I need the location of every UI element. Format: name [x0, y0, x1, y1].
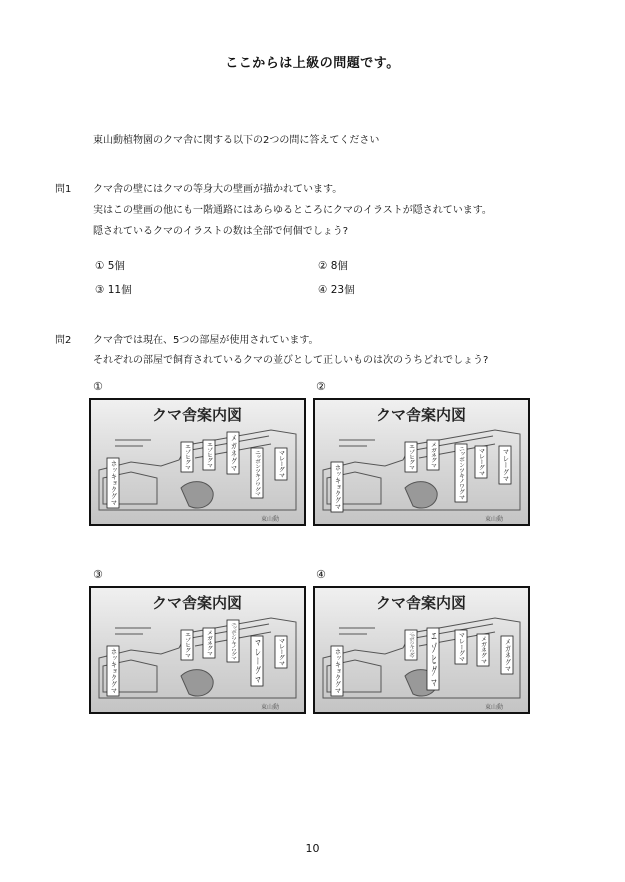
- bear-name-sign: [251, 448, 263, 510]
- svg-text:ニッポンツキノワグマ: ニッポンツキノワグマ: [457, 446, 465, 506]
- bear-name-sign: [181, 442, 193, 472]
- bear-name-sign: [275, 448, 287, 480]
- svg-text:マレーグマ: マレーグマ: [457, 632, 465, 662]
- svg-text:ニッポンツキノワグマ: ニッポンツキノワグマ: [407, 632, 415, 692]
- bear-name-sign: [499, 446, 511, 484]
- svg-text:メガネグマ: メガネグマ: [429, 442, 437, 472]
- svg-text:メガネグマ: メガネグマ: [205, 630, 213, 660]
- zoo-stamp: 東山動: [485, 516, 504, 523]
- svg-text:ニッポンツキノワグマ: ニッポンツキノワグマ: [253, 450, 261, 510]
- bear-name-sign: [405, 630, 417, 692]
- bear-name-sign: [227, 620, 239, 682]
- option-number: ④: [316, 568, 326, 581]
- building-outline: [323, 618, 520, 698]
- building-outline: [323, 430, 520, 510]
- svg-text:ニッポンツキノワグマ: ニッポンツキノワグマ: [229, 622, 237, 682]
- q1-line: 隠されているクマのイラストの数は全部で何個でしょう?: [93, 226, 349, 237]
- bear-name-sign: [331, 646, 343, 696]
- bear-name-sign: [203, 440, 215, 470]
- bear-map-option-2: [313, 398, 530, 526]
- svg-text:ホッキョクグマ: ホッキョクグマ: [333, 464, 341, 506]
- svg-text:マレーグマ: マレーグマ: [253, 638, 261, 668]
- q2-label: 問2: [55, 335, 72, 346]
- q1-line: 実はこの壁画の他にも一階通路にはあらゆるところにクマのイラストが隠されています。: [93, 205, 492, 216]
- svg-text:ホッキョクグマ: ホッキョクグマ: [333, 648, 341, 690]
- bear-name-sign: [181, 630, 193, 660]
- bear-name-sign: [331, 462, 343, 512]
- bear-name-sign: [227, 432, 239, 474]
- svg-text:ホッキョクグマ: ホッキョクグマ: [109, 460, 117, 502]
- svg-text:エゾヒグマ: エゾヒグマ: [183, 444, 191, 474]
- intro-text: 東山動植物園のクマ舎に関する以下の2つの問に答えてください: [93, 135, 380, 146]
- bear-map-option-3: [89, 586, 306, 714]
- q1-choice: ② 8個: [318, 260, 348, 272]
- bear-map-option-1: [89, 398, 306, 526]
- option-number: ①: [93, 380, 103, 393]
- svg-text:メガネグマ: メガネグマ: [503, 638, 511, 668]
- page-title: ここからは上級の問題です。: [225, 56, 400, 71]
- q1-label: 問1: [55, 184, 72, 195]
- bear-name-sign: [107, 458, 119, 508]
- q1-choice: ③ 11個: [95, 284, 132, 296]
- bear-name-sign: [405, 442, 417, 472]
- svg-text:ホッキョクグマ: ホッキョクグマ: [109, 648, 117, 690]
- svg-text:マレーグマ: マレーグマ: [277, 450, 285, 480]
- bear-name-sign: [455, 444, 467, 506]
- svg-text:エゾヒグマ: エゾヒグマ: [205, 442, 213, 472]
- building-outline: [99, 430, 296, 510]
- bear-name-sign: [275, 636, 287, 668]
- svg-text:エゾヒグマ: エゾヒグマ: [429, 630, 437, 660]
- bear-name-sign: [251, 636, 263, 686]
- q2-line: それぞれの部屋で飼育されているクマの並びとして正しいものは次のうちどれでしょう?: [93, 355, 489, 366]
- map-title: クマ舎案内図: [151, 594, 243, 612]
- q1-choice: ① 5個: [95, 260, 125, 272]
- bear-name-sign: [427, 440, 439, 470]
- building-outline: [99, 618, 296, 698]
- bear-map-option-4: [313, 586, 530, 714]
- zoo-stamp: 東山動: [261, 704, 280, 711]
- zoo-stamp: 東山動: [485, 704, 504, 711]
- bear-name-sign: [203, 628, 215, 658]
- svg-text:メガネグマ: メガネグマ: [229, 434, 237, 464]
- bear-name-sign: [501, 636, 513, 674]
- bear-name-sign: [107, 646, 119, 696]
- zoo-stamp: 東山動: [261, 516, 280, 523]
- bear-name-sign: [427, 628, 439, 690]
- map-title: クマ舎案内図: [375, 594, 467, 612]
- svg-text:エゾヒグマ: エゾヒグマ: [183, 632, 191, 662]
- svg-text:マレーグマ: マレーグマ: [277, 638, 285, 668]
- q1-line: クマ舎の壁にはクマの等身大の壁画が描かれています。: [93, 184, 343, 195]
- map-title: クマ舎案内図: [375, 406, 467, 424]
- map-title: クマ舎案内図: [151, 406, 243, 424]
- bear-name-sign: [475, 446, 487, 478]
- bear-name-sign: [455, 630, 467, 664]
- svg-text:エゾヒグマ: エゾヒグマ: [407, 444, 415, 474]
- svg-text:マレーグマ: マレーグマ: [501, 448, 509, 478]
- option-number: ③: [93, 568, 103, 581]
- svg-text:マレーグマ: マレーグマ: [477, 448, 485, 478]
- option-number: ②: [316, 380, 326, 393]
- q2-line: クマ舎では現在、5つの部屋が使用されています。: [93, 335, 319, 346]
- bear-name-sign: [477, 634, 489, 666]
- page-number: 10: [305, 842, 320, 855]
- svg-text:メガネグマ: メガネグマ: [479, 636, 487, 666]
- q1-choice: ④ 23個: [318, 284, 355, 296]
